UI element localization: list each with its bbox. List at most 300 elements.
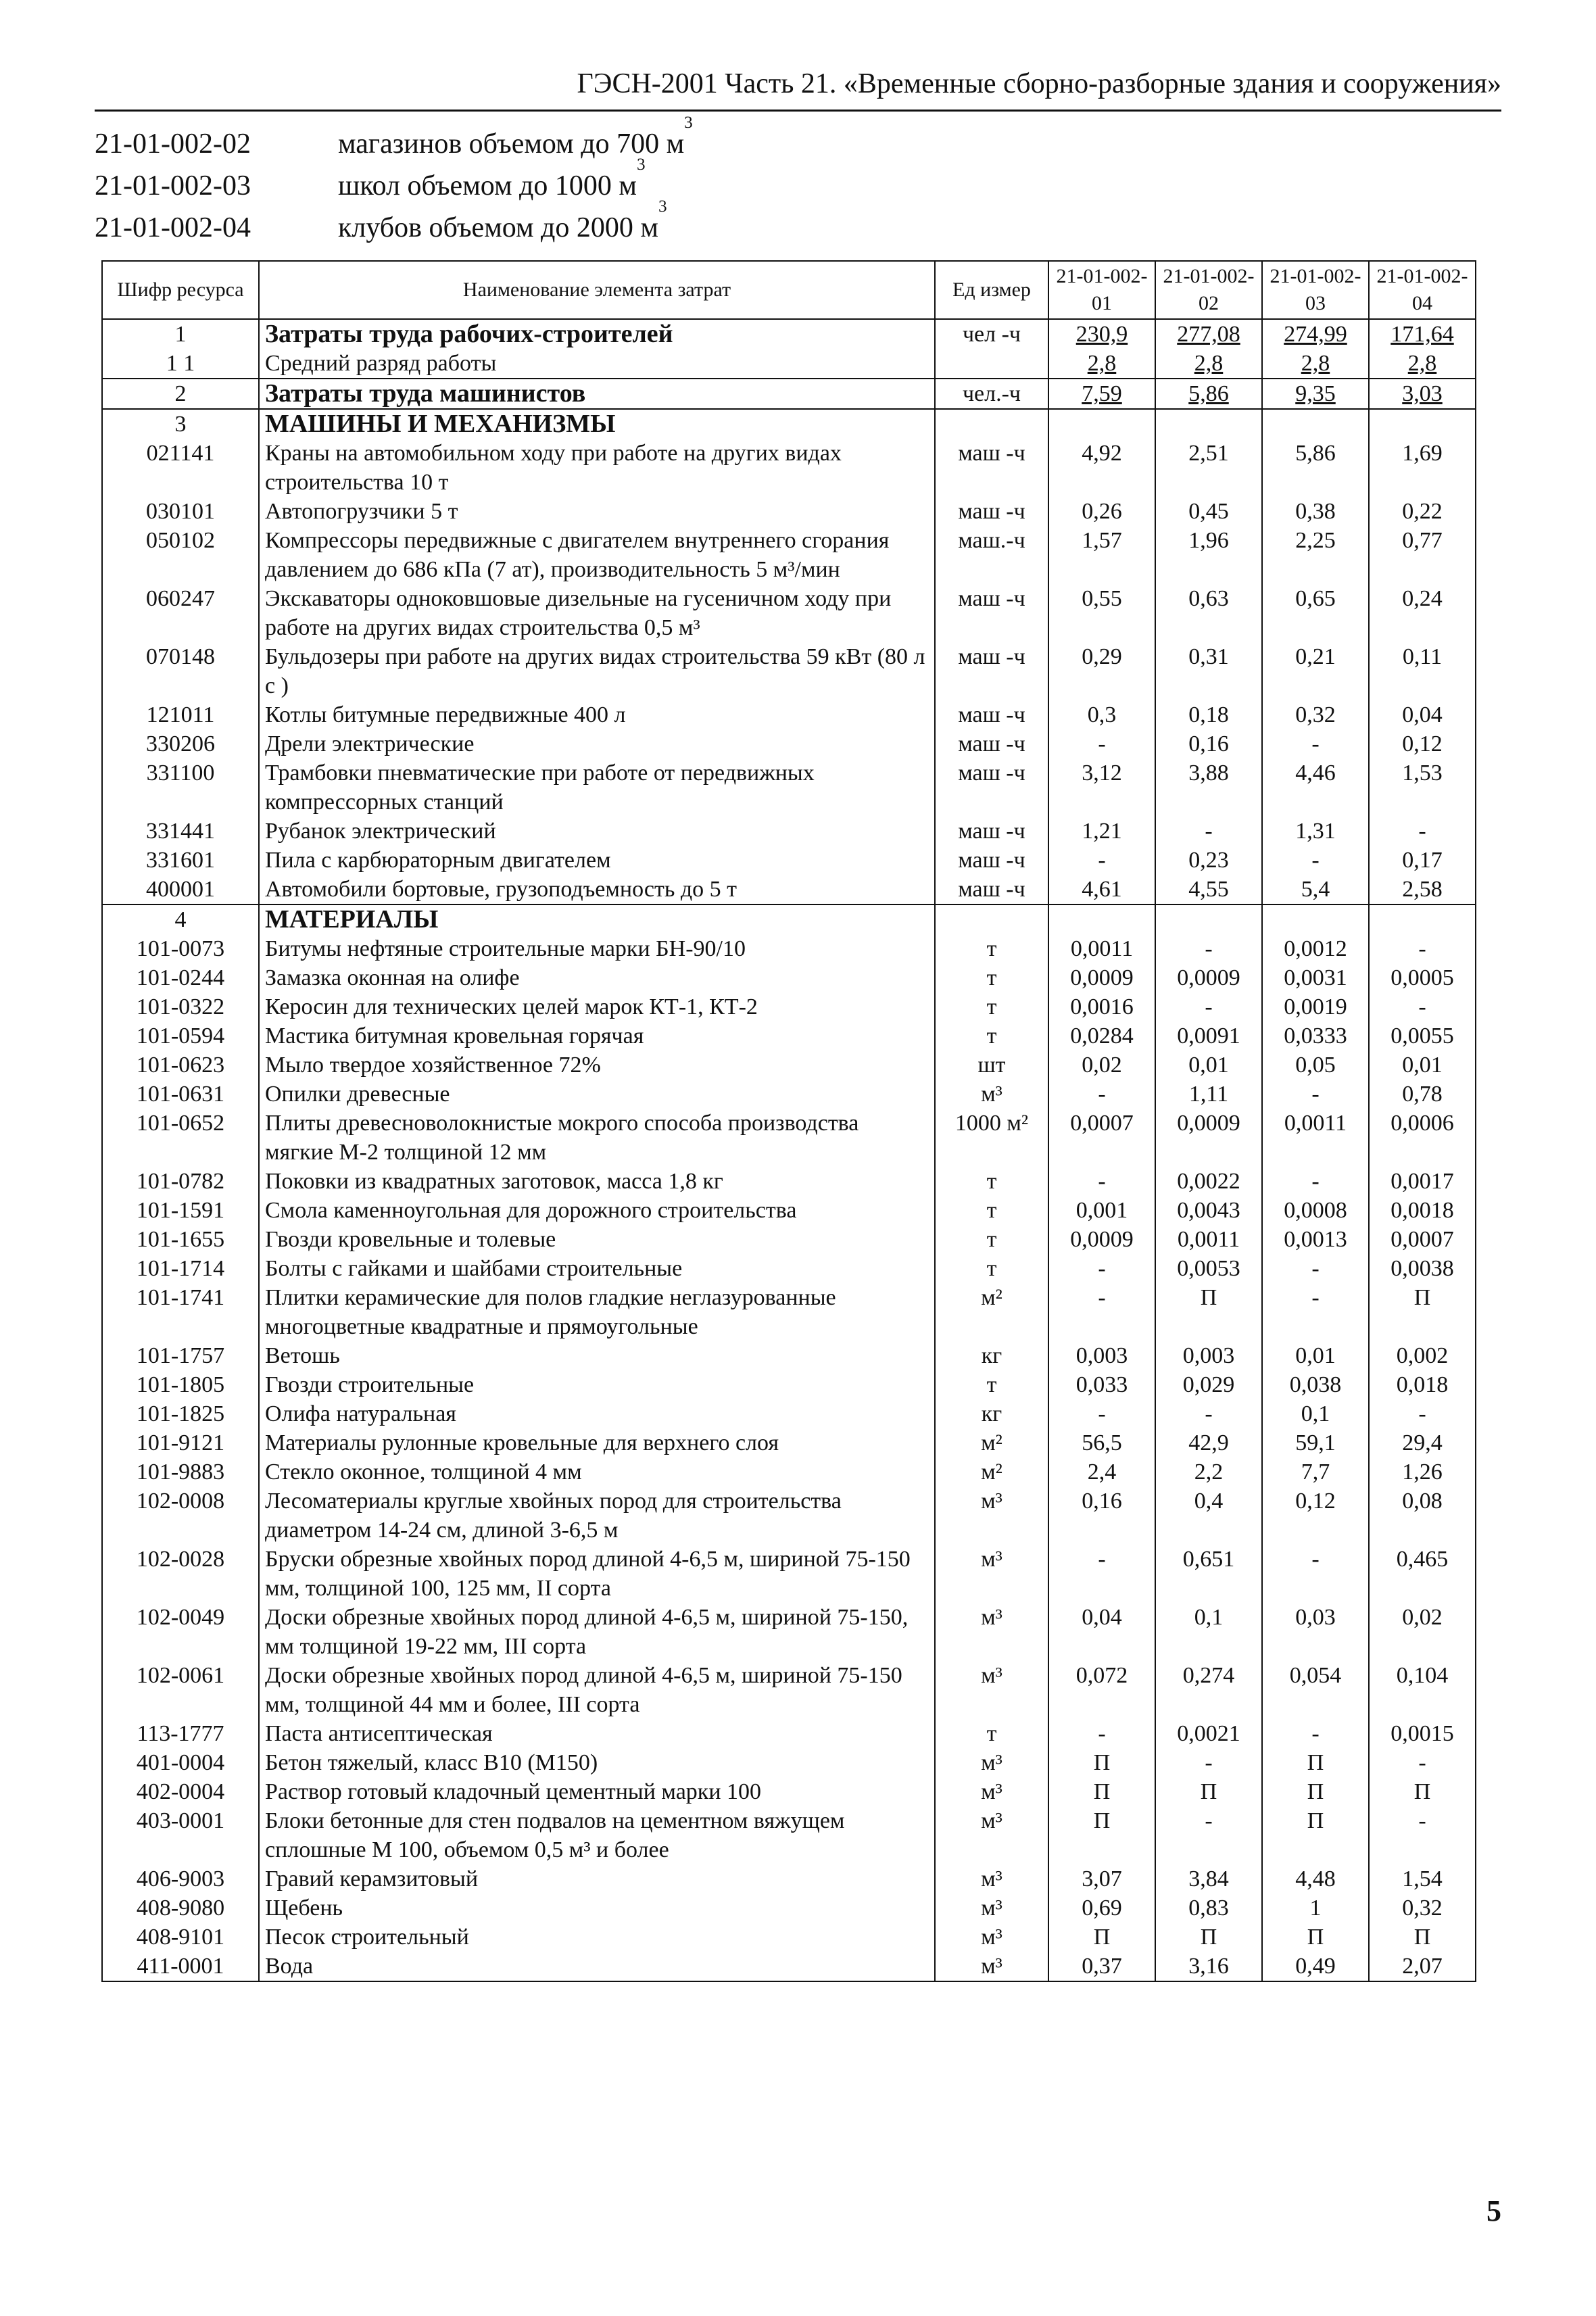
table-row bbox=[102, 817, 1476, 846]
cell-value: 0,32 bbox=[1262, 700, 1369, 729]
cell-value: 0,0015 bbox=[1369, 1719, 1476, 1748]
cell-value: 0,31 bbox=[1155, 642, 1262, 700]
cell-name: Гравий керамзитовый bbox=[259, 1864, 935, 1893]
table-row bbox=[102, 1457, 1476, 1487]
cell-value: 0,001 bbox=[1048, 1196, 1155, 1225]
cell-unit: м³ bbox=[935, 1864, 1048, 1893]
table-row bbox=[102, 439, 1476, 497]
cell-value: - bbox=[1369, 1806, 1476, 1864]
cell-value: 0,11 bbox=[1369, 642, 1476, 700]
cell-unit: маш -ч bbox=[935, 729, 1048, 758]
table-section-row bbox=[102, 409, 1476, 439]
cell-value: 0,651 bbox=[1155, 1545, 1262, 1603]
cell-name: Гвозди кровельные и толевые bbox=[259, 1225, 935, 1254]
cell-code: 101-0623 bbox=[102, 1051, 259, 1080]
cell-name: Затраты труда машинистов bbox=[259, 379, 935, 409]
cell-code: 401-0004 bbox=[102, 1748, 259, 1777]
cell-value: 0,77 bbox=[1369, 526, 1476, 584]
intro-sup: 3 bbox=[637, 155, 646, 174]
cell-name: Материалы рулонные кровельные для верхнего слоя bbox=[259, 1428, 935, 1457]
cell-value: 0,65 bbox=[1262, 584, 1369, 642]
cell-value: 0,08 bbox=[1369, 1487, 1476, 1545]
cell-value: 0,55 bbox=[1048, 584, 1155, 642]
cell-value: 0,002 bbox=[1369, 1341, 1476, 1370]
table-row bbox=[102, 1545, 1476, 1603]
cell-value: 0,49 bbox=[1262, 1952, 1369, 1981]
cell-name: Стекло оконное, толщиной 4 мм bbox=[259, 1457, 935, 1487]
cell-code: 4 bbox=[102, 904, 259, 934]
cell-name: Краны на автомобильном ходу при работе на других видах строительства 10 т bbox=[259, 439, 935, 497]
cell-unit: т bbox=[935, 1196, 1048, 1225]
cell-unit: м³ bbox=[935, 1661, 1048, 1719]
cell-unit: маш -ч bbox=[935, 758, 1048, 817]
cell-value: 0,0012 bbox=[1262, 934, 1369, 963]
cell-value: 0,37 bbox=[1048, 1952, 1155, 1981]
cell-code: 101-0652 bbox=[102, 1109, 259, 1167]
cell-value: 2,58 bbox=[1369, 875, 1476, 904]
cell-value: - bbox=[1155, 992, 1262, 1021]
cell-code: 101-0244 bbox=[102, 963, 259, 992]
cell-unit: м³ bbox=[935, 1893, 1048, 1923]
cell-unit: маш -ч bbox=[935, 497, 1048, 526]
cell-value: 7,59 bbox=[1048, 379, 1155, 409]
cell-value: 5,86 bbox=[1155, 379, 1262, 409]
cell-unit: м² bbox=[935, 1283, 1048, 1341]
cell-unit: м³ bbox=[935, 1777, 1048, 1806]
table-header-row bbox=[102, 261, 1476, 319]
cell-code: 101-0631 bbox=[102, 1080, 259, 1109]
cell-value: 0,03 bbox=[1262, 1603, 1369, 1661]
cell-value: - bbox=[1048, 1254, 1155, 1283]
cell-value: 4,46 bbox=[1262, 758, 1369, 817]
table-section-row bbox=[102, 319, 1476, 349]
intro-item bbox=[95, 197, 693, 249]
cell-code: 101-0782 bbox=[102, 1167, 259, 1196]
cell-unit: т bbox=[935, 963, 1048, 992]
cell-code: 1 bbox=[102, 319, 259, 349]
cell-unit: м³ bbox=[935, 1603, 1048, 1661]
cell-value: 42,9 bbox=[1155, 1428, 1262, 1457]
table-row bbox=[102, 1370, 1476, 1399]
cell-value: П bbox=[1048, 1806, 1155, 1864]
cell-name: Доски обрезные хвойных пород длиной 4-6,5 м, шириной 75-150, мм толщиной 19-22 мм, III сорта bbox=[259, 1603, 935, 1661]
header-unit: Ед измер bbox=[935, 261, 1048, 319]
cell-value: 277,08 bbox=[1155, 319, 1262, 349]
cell-value: - bbox=[1155, 1806, 1262, 1864]
cell-value: 0,0019 bbox=[1262, 992, 1369, 1021]
intro-item bbox=[95, 155, 693, 207]
cell-code: 101-0073 bbox=[102, 934, 259, 963]
cell-value: 29,4 bbox=[1369, 1428, 1476, 1457]
cell-code: 1 1 bbox=[102, 349, 259, 379]
table-row bbox=[102, 875, 1476, 904]
cell-value bbox=[1262, 409, 1369, 439]
cell-value: - bbox=[1048, 1545, 1155, 1603]
cell-name: Мастика битумная кровельная горячая bbox=[259, 1021, 935, 1051]
cell-code: 070148 bbox=[102, 642, 259, 700]
table-row bbox=[102, 1021, 1476, 1051]
cell-code: 101-0322 bbox=[102, 992, 259, 1021]
cell-value: П bbox=[1262, 1748, 1369, 1777]
cell-name: Щебень bbox=[259, 1893, 935, 1923]
table-row bbox=[102, 1399, 1476, 1428]
cell-name: Опилки древесные bbox=[259, 1080, 935, 1109]
cell-value: 0,274 bbox=[1155, 1661, 1262, 1719]
cell-value: 1 bbox=[1262, 1893, 1369, 1923]
cell-value: 274,99 bbox=[1262, 319, 1369, 349]
cell-value: 0,033 bbox=[1048, 1370, 1155, 1399]
cell-code: 402-0004 bbox=[102, 1777, 259, 1806]
cell-value: 0,0021 bbox=[1155, 1719, 1262, 1748]
cell-value: 0,16 bbox=[1155, 729, 1262, 758]
cell-name: Трамбовки пневматические при работе от передвижных компрессорных станций bbox=[259, 758, 935, 817]
table-row bbox=[102, 1806, 1476, 1864]
cell-value: - bbox=[1262, 1545, 1369, 1603]
cell-value: 7,7 bbox=[1262, 1457, 1369, 1487]
cell-code: 331100 bbox=[102, 758, 259, 817]
cell-value: 1,21 bbox=[1048, 817, 1155, 846]
cell-value: 0,0011 bbox=[1262, 1109, 1369, 1167]
cell-value: 5,86 bbox=[1262, 439, 1369, 497]
cell-code: 060247 bbox=[102, 584, 259, 642]
cell-unit: м³ bbox=[935, 1923, 1048, 1952]
cell-value: 0,29 bbox=[1048, 642, 1155, 700]
cell-value: П bbox=[1048, 1923, 1155, 1952]
cell-value: 3,88 bbox=[1155, 758, 1262, 817]
cell-unit: маш -ч bbox=[935, 846, 1048, 875]
table-section-row bbox=[102, 904, 1476, 934]
table-row bbox=[102, 700, 1476, 729]
cell-value: 1,31 bbox=[1262, 817, 1369, 846]
cell-unit: т bbox=[935, 1370, 1048, 1399]
intro-item bbox=[95, 114, 693, 165]
cell-value: 2,51 bbox=[1155, 439, 1262, 497]
cell-value: 0,0018 bbox=[1369, 1196, 1476, 1225]
cell-value: - bbox=[1262, 846, 1369, 875]
cell-code: 331441 bbox=[102, 817, 259, 846]
cell-value bbox=[1369, 904, 1476, 934]
cell-value: П bbox=[1369, 1283, 1476, 1341]
cell-value: 230,9 bbox=[1048, 319, 1155, 349]
cell-value: 1,11 bbox=[1155, 1080, 1262, 1109]
intro-code: 21-01-002-02 bbox=[95, 128, 251, 160]
cell-value: - bbox=[1262, 1080, 1369, 1109]
cell-code: 101-9121 bbox=[102, 1428, 259, 1457]
table-row bbox=[102, 729, 1476, 758]
cell-value: 1,69 bbox=[1369, 439, 1476, 497]
cell-value: П bbox=[1262, 1923, 1369, 1952]
cell-value: 0,02 bbox=[1048, 1051, 1155, 1080]
cell-value: 0,0043 bbox=[1155, 1196, 1262, 1225]
cell-name: Доски обрезные хвойных пород длиной 4-6,5 м, шириной 75-150 мм, толщиной 44 мм и более, III сорта bbox=[259, 1661, 935, 1719]
cell-value: - bbox=[1369, 1748, 1476, 1777]
cell-value bbox=[1262, 904, 1369, 934]
cell-unit: маш -ч bbox=[935, 700, 1048, 729]
cell-value: 0,17 bbox=[1369, 846, 1476, 875]
cell-value: 2,8 bbox=[1155, 349, 1262, 379]
cell-value bbox=[1155, 904, 1262, 934]
cell-value: П bbox=[1048, 1777, 1155, 1806]
cell-value: 0,003 bbox=[1048, 1341, 1155, 1370]
cell-value: 0,038 bbox=[1262, 1370, 1369, 1399]
cell-value: - bbox=[1048, 1283, 1155, 1341]
cell-unit: маш -ч bbox=[935, 584, 1048, 642]
cell-value: 2,07 bbox=[1369, 1952, 1476, 1981]
cell-value: 4,92 bbox=[1048, 439, 1155, 497]
cell-value: 0,69 bbox=[1048, 1893, 1155, 1923]
cell-value: 1,96 bbox=[1155, 526, 1262, 584]
cell-value: 0,018 bbox=[1369, 1370, 1476, 1399]
cell-unit: кг bbox=[935, 1341, 1048, 1370]
cell-value: 0,0009 bbox=[1155, 1109, 1262, 1167]
cell-unit: чел -ч bbox=[935, 319, 1048, 349]
cell-name: Дрели электрические bbox=[259, 729, 935, 758]
cell-value: - bbox=[1048, 846, 1155, 875]
cell-value: 0,0007 bbox=[1048, 1109, 1155, 1167]
cell-code: 102-0049 bbox=[102, 1603, 259, 1661]
cell-unit: м³ bbox=[935, 1806, 1048, 1864]
cell-name: Рубанок электрический bbox=[259, 817, 935, 846]
cell-name: Плиты древесноволокнистые мокрого способа производства мягкие М-2 толщиной 12 мм bbox=[259, 1109, 935, 1167]
cell-code: 330206 bbox=[102, 729, 259, 758]
cell-code: 101-9883 bbox=[102, 1457, 259, 1487]
cell-value: 0,1 bbox=[1155, 1603, 1262, 1661]
cell-name: Мыло твердое хозяйственное 72% bbox=[259, 1051, 935, 1080]
cell-unit bbox=[935, 409, 1048, 439]
cell-unit: 1000 м² bbox=[935, 1109, 1048, 1167]
cell-name: Паста антисептическая bbox=[259, 1719, 935, 1748]
cell-value: 0,0009 bbox=[1155, 963, 1262, 992]
cell-value: 171,64 bbox=[1369, 319, 1476, 349]
table-row bbox=[102, 349, 1476, 379]
cell-value: - bbox=[1262, 729, 1369, 758]
cell-value bbox=[1048, 409, 1155, 439]
intro-sup: 3 bbox=[658, 197, 667, 216]
cell-code: 102-0061 bbox=[102, 1661, 259, 1719]
cell-unit bbox=[935, 904, 1048, 934]
table-row bbox=[102, 1080, 1476, 1109]
cell-value: - bbox=[1048, 729, 1155, 758]
header-col-3: 21-01-002-03 bbox=[1262, 261, 1369, 319]
cell-value: 1,53 bbox=[1369, 758, 1476, 817]
cell-code: 331601 bbox=[102, 846, 259, 875]
cell-name: Битумы нефтяные строительные марки БН-90/10 bbox=[259, 934, 935, 963]
cell-name: Котлы битумные передвижные 400 л bbox=[259, 700, 935, 729]
cell-value: П bbox=[1155, 1283, 1262, 1341]
table-row bbox=[102, 758, 1476, 817]
header-name: Наименование элемента затрат bbox=[259, 261, 935, 319]
cell-value: - bbox=[1048, 1719, 1155, 1748]
cell-value bbox=[1048, 904, 1155, 934]
cell-name: Замазка оконная на олифе bbox=[259, 963, 935, 992]
table-body bbox=[102, 319, 1476, 1981]
cell-value: 9,35 bbox=[1262, 379, 1369, 409]
cell-value: 0,003 bbox=[1155, 1341, 1262, 1370]
cell-value: 0,18 bbox=[1155, 700, 1262, 729]
page-number: 5 bbox=[1486, 2194, 1501, 2227]
intro-text: школ объемом до 1000 м bbox=[338, 170, 637, 201]
cell-code: 030101 bbox=[102, 497, 259, 526]
cell-unit: т bbox=[935, 934, 1048, 963]
cell-name: Вода bbox=[259, 1952, 935, 1981]
cell-name: Бульдозеры при работе на других видах строительства 59 кВт (80 л с ) bbox=[259, 642, 935, 700]
table-row bbox=[102, 934, 1476, 963]
cell-value: 0,3 bbox=[1048, 700, 1155, 729]
cell-value: 59,1 bbox=[1262, 1428, 1369, 1457]
cell-unit: маш -ч bbox=[935, 817, 1048, 846]
cell-value: 0,01 bbox=[1369, 1051, 1476, 1080]
cell-name: Компрессоры передвижные с двигателем внутреннего сгорания давлением до 686 кПа (7 ат), производительность 5 м³/мин bbox=[259, 526, 935, 584]
cell-value: 0,0008 bbox=[1262, 1196, 1369, 1225]
cell-value bbox=[1155, 409, 1262, 439]
cell-value: 2,25 bbox=[1262, 526, 1369, 584]
cell-value: 0,1 bbox=[1262, 1399, 1369, 1428]
cell-unit: т bbox=[935, 1719, 1048, 1748]
cell-code: 101-1741 bbox=[102, 1283, 259, 1341]
cell-value: 0,78 bbox=[1369, 1080, 1476, 1109]
cell-value: 0,072 bbox=[1048, 1661, 1155, 1719]
cell-unit: маш -ч bbox=[935, 875, 1048, 904]
cell-value: 0,26 bbox=[1048, 497, 1155, 526]
cell-value: 0,83 bbox=[1155, 1893, 1262, 1923]
cell-name: МАШИНЫ И МЕХАНИЗМЫ bbox=[259, 409, 935, 439]
cell-name: Пила с карбюраторным двигателем bbox=[259, 846, 935, 875]
table-row bbox=[102, 1952, 1476, 1981]
cell-unit: м³ bbox=[935, 1487, 1048, 1545]
cell-value: - bbox=[1369, 1399, 1476, 1428]
cell-unit: т bbox=[935, 1167, 1048, 1196]
cell-value: 2,4 bbox=[1048, 1457, 1155, 1487]
cell-value: 3,12 bbox=[1048, 758, 1155, 817]
table-row bbox=[102, 1748, 1476, 1777]
cell-value: - bbox=[1369, 934, 1476, 963]
cell-value: 0,029 bbox=[1155, 1370, 1262, 1399]
cell-code: 406-9003 bbox=[102, 1864, 259, 1893]
cell-unit: т bbox=[935, 1254, 1048, 1283]
cell-code: 050102 bbox=[102, 526, 259, 584]
cell-name: МАТЕРИАЛЫ bbox=[259, 904, 935, 934]
cell-value: 0,23 bbox=[1155, 846, 1262, 875]
cell-value: 4,55 bbox=[1155, 875, 1262, 904]
cell-code: 3 bbox=[102, 409, 259, 439]
table-row bbox=[102, 1893, 1476, 1923]
cell-value: 0,01 bbox=[1155, 1051, 1262, 1080]
cell-name: Средний разряд работы bbox=[259, 349, 935, 379]
cell-value: 0,0013 bbox=[1262, 1225, 1369, 1254]
cell-value: - bbox=[1369, 992, 1476, 1021]
cell-value: 0,0011 bbox=[1048, 934, 1155, 963]
cell-unit: кг bbox=[935, 1399, 1048, 1428]
table-row bbox=[102, 526, 1476, 584]
cell-value: 3,16 bbox=[1155, 1952, 1262, 1981]
cell-value: П bbox=[1369, 1777, 1476, 1806]
cell-value: 2,8 bbox=[1262, 349, 1369, 379]
cell-code: 400001 bbox=[102, 875, 259, 904]
cell-code: 2 bbox=[102, 379, 259, 409]
table-row bbox=[102, 1283, 1476, 1341]
cell-value: - bbox=[1369, 817, 1476, 846]
document-title: ГЭСН-2001 Часть 21. «Временные сборно-разборные здания и сооружения» bbox=[577, 68, 1501, 99]
table-row bbox=[102, 1254, 1476, 1283]
cell-value: - bbox=[1262, 1719, 1369, 1748]
table-row bbox=[102, 846, 1476, 875]
cell-value: 56,5 bbox=[1048, 1428, 1155, 1457]
cell-code: 101-1757 bbox=[102, 1341, 259, 1370]
cell-code: 101-1805 bbox=[102, 1370, 259, 1399]
cell-value: 1,26 bbox=[1369, 1457, 1476, 1487]
cell-unit: м³ bbox=[935, 1080, 1048, 1109]
cell-value: П bbox=[1155, 1923, 1262, 1952]
cell-unit: чел.-ч bbox=[935, 379, 1048, 409]
cell-value: 0,0016 bbox=[1048, 992, 1155, 1021]
cell-code: 021141 bbox=[102, 439, 259, 497]
intro-text: клубов объемом до 2000 м bbox=[338, 212, 658, 243]
intro-code: 21-01-002-04 bbox=[95, 212, 251, 243]
cell-code: 411-0001 bbox=[102, 1952, 259, 1981]
cell-unit: шт bbox=[935, 1051, 1048, 1080]
cell-value: 0,16 bbox=[1048, 1487, 1155, 1545]
cell-value: - bbox=[1262, 1167, 1369, 1196]
cell-name: Раствор готовый кладочный цементный марки 100 bbox=[259, 1777, 935, 1806]
cell-code: 102-0008 bbox=[102, 1487, 259, 1545]
cell-name: Затраты труда рабочих-строителей bbox=[259, 319, 935, 349]
table-row bbox=[102, 1167, 1476, 1196]
cell-value: 0,0284 bbox=[1048, 1021, 1155, 1051]
table-row bbox=[102, 1428, 1476, 1457]
cell-name: Лесоматериалы круглые хвойных пород для строительства диаметром 14-24 см, длиной 3-6,5 м bbox=[259, 1487, 935, 1545]
cell-name: Блоки бетонные для стен подвалов на цементном вяжущем сплошные М 100, объемом 0,5 м³ и более bbox=[259, 1806, 935, 1864]
cell-value: 0,465 bbox=[1369, 1545, 1476, 1603]
cell-value: 0,04 bbox=[1048, 1603, 1155, 1661]
cell-value: 2,8 bbox=[1048, 349, 1155, 379]
cell-name: Бруски обрезные хвойных пород длиной 4-6,5 м, шириной 75-150 мм, толщиной 100, 125 мм, II сорта bbox=[259, 1545, 935, 1603]
cell-value: 0,054 bbox=[1262, 1661, 1369, 1719]
table-row bbox=[102, 642, 1476, 700]
cell-value: - bbox=[1262, 1283, 1369, 1341]
cell-code: 101-1591 bbox=[102, 1196, 259, 1225]
cell-name: Ветошь bbox=[259, 1341, 935, 1370]
cell-value: 3,03 bbox=[1369, 379, 1476, 409]
cell-value: 0,0053 bbox=[1155, 1254, 1262, 1283]
cell-value bbox=[1369, 409, 1476, 439]
table-row bbox=[102, 497, 1476, 526]
table-row bbox=[102, 584, 1476, 642]
cell-name: Смола каменноугольная для дорожного строительства bbox=[259, 1196, 935, 1225]
resource-table bbox=[101, 260, 1476, 1982]
cell-unit: м³ bbox=[935, 1545, 1048, 1603]
cell-code: 408-9101 bbox=[102, 1923, 259, 1952]
intro-list bbox=[95, 114, 693, 249]
cell-code: 408-9080 bbox=[102, 1893, 259, 1923]
cell-value: 0,45 bbox=[1155, 497, 1262, 526]
table-row bbox=[102, 1923, 1476, 1952]
table-row bbox=[102, 1487, 1476, 1545]
cell-unit: маш -ч bbox=[935, 439, 1048, 497]
cell-value: 0,22 bbox=[1369, 497, 1476, 526]
cell-unit: м² bbox=[935, 1428, 1048, 1457]
cell-unit: м² bbox=[935, 1457, 1048, 1487]
cell-value: 2,2 bbox=[1155, 1457, 1262, 1487]
cell-name: Гвозди строительные bbox=[259, 1370, 935, 1399]
cell-value: 5,4 bbox=[1262, 875, 1369, 904]
cell-unit: маш -ч bbox=[935, 642, 1048, 700]
cell-unit: т bbox=[935, 1021, 1048, 1051]
table-row bbox=[102, 1719, 1476, 1748]
header-col-2: 21-01-002-02 bbox=[1155, 261, 1262, 319]
cell-value: - bbox=[1155, 934, 1262, 963]
cell-value: - bbox=[1155, 817, 1262, 846]
table-section-row bbox=[102, 379, 1476, 409]
